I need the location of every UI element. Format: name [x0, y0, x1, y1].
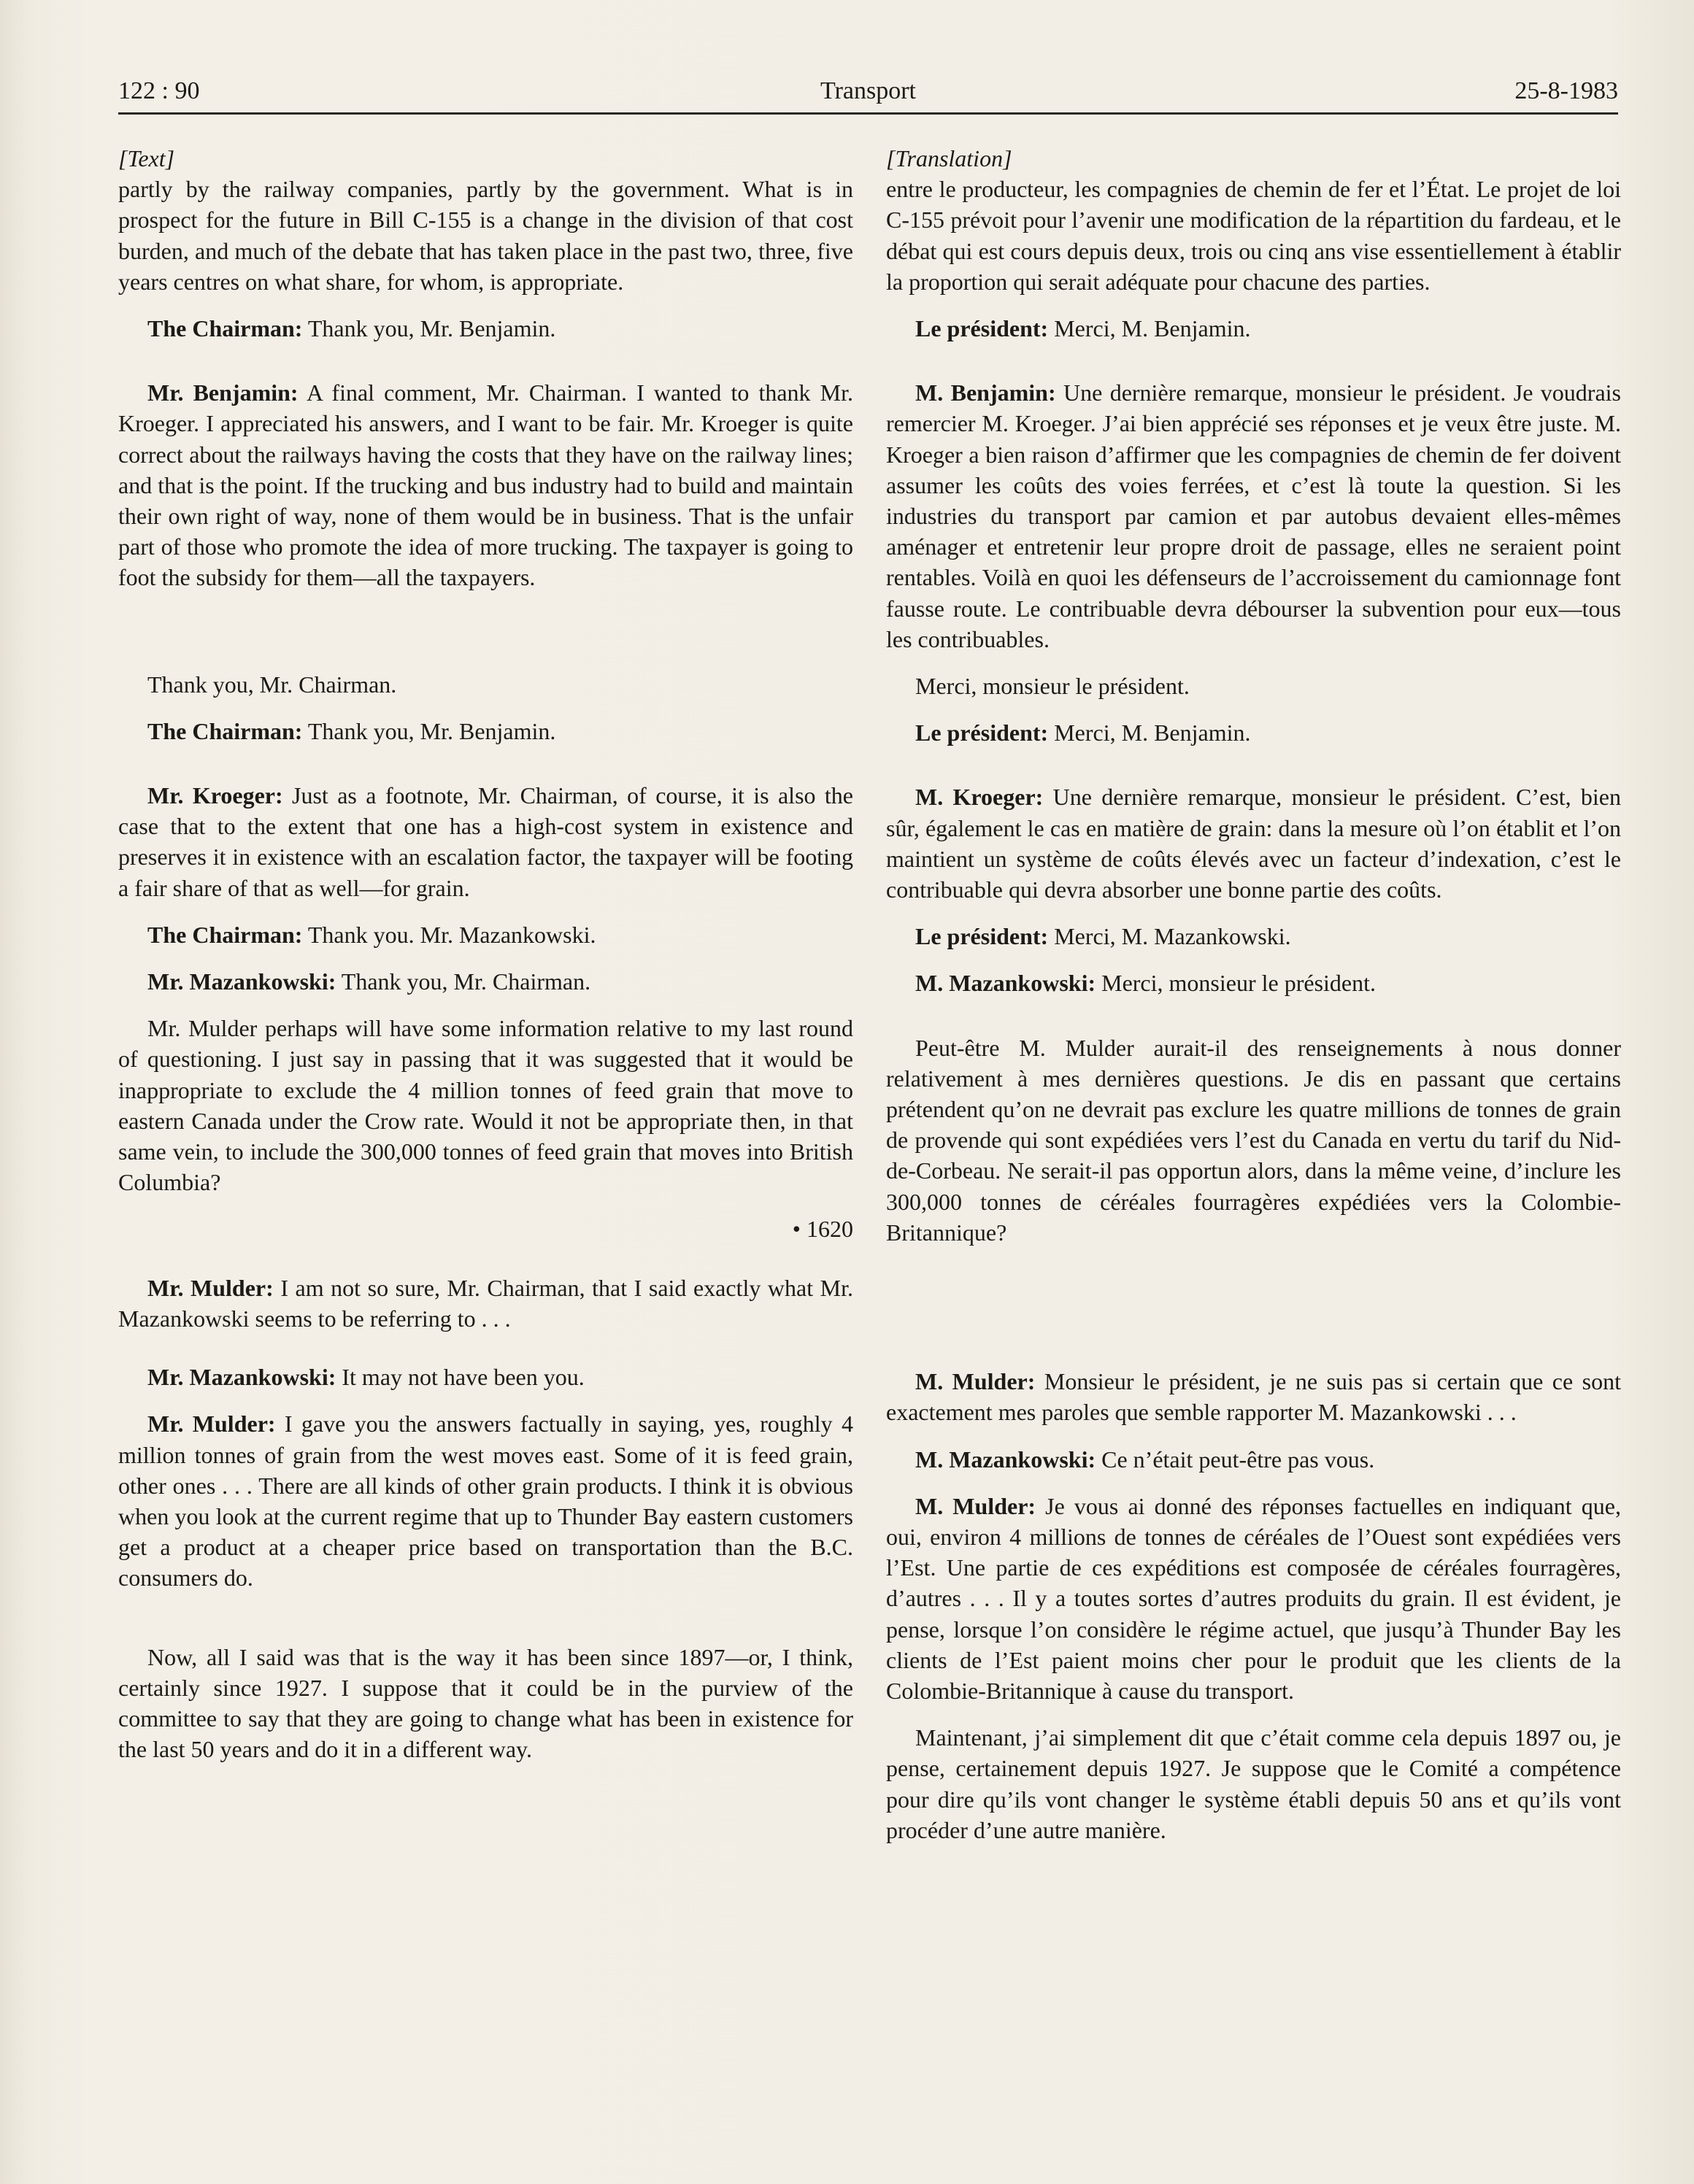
speaker-name: Le président:	[915, 923, 1049, 950]
statement-text: Thank you, Mr. Chairman.	[336, 968, 591, 995]
paragraph: Mr. Mulder perhaps will have some information relative to my last round of questioning. I just say in passing that it was suggested that it would be inappropriate to exclude the 4 million tonnes of feed grain that move to eastern Canada under the Crow rate. Would it not be appropriate then, in that same vein, to include the 300,000 tonnes of feed grain that moves into British Columbia?	[118, 1015, 853, 1196]
statement	[886, 1366, 1621, 1427]
statement	[118, 966, 853, 997]
speaker-name: Mr. Mulder:	[147, 1411, 276, 1438]
speaker-name: Mr. Mulder:	[147, 1274, 274, 1301]
statement	[886, 717, 1621, 748]
speaker-name: M. Mazankowski:	[915, 1446, 1096, 1473]
statement-text: Merci, M. Benjamin.	[1048, 315, 1251, 342]
statement	[118, 919, 853, 950]
paragraph: Peut-être M. Mulder aurait-il des renseignements à nous donner relativement à mes dernières questions. Je dis en passant que certains prétendent qu’on ne devrait pas exclure les quatre millions de tonnes de grain de provende qui sont expédiées vers l’est du Canada en vertu du tarif du Nid-de-Corbeau. Ne serait-il pas opportun alors, dans la même veine, d’inclure les 300,000 tonnes de céréales fourragères expédiées vers la Colombie-Britannique?	[886, 1034, 1621, 1246]
french-language-label: [Translation]	[886, 145, 1012, 171]
statement-text: Merci, M. Mazankowski.	[1048, 923, 1291, 950]
french-column	[886, 143, 1621, 1845]
speaker-name: The Chairman:	[147, 717, 303, 744]
paragraph: Now, all I said was that is the way it has been since 1897—or, I think, certainly since 1927. I suppose that it could be in the purview of the committee to say that they are going to change what has been in existence for the last 50 years and do it in a different way.	[118, 1643, 853, 1763]
statement-text: Thank you. Mr. Mazankowski.	[302, 921, 596, 948]
statement	[886, 968, 1621, 998]
statement-text: Thank you, Mr. Benjamin.	[302, 315, 556, 342]
speaker-name: M. Benjamin:	[915, 379, 1056, 406]
statement	[886, 782, 1621, 905]
statement-text: Une dernière remarque, monsieur le président. Je voudrais remercier M. Kroeger. J’ai bien apprécié ses réponses et je veux être juste. M. Kroeger a bien raison d’affirmer que les compagnies de chemin de fer doivent assumer les coûts des voies ferrées, et c’est là toute la question. Si les industries du transport par camion et par autobus devaient elles-mêmes aménager et entretenir leur propre droit de passage, elles ne seraient point rentables. Voilà en quoi les défenseurs de l’accroissement du camionnage font fausse route. Le contribuable devra débourser la subvention pour eux—tous les contribuables.	[886, 379, 1621, 652]
statement	[118, 377, 853, 593]
speaker-name: M. Mulder:	[915, 1492, 1036, 1519]
speaker-name: M. Mulder:	[915, 1368, 1036, 1395]
speaker-name: Mr. Mazankowski:	[147, 1364, 336, 1391]
statement	[886, 1491, 1621, 1706]
statement-text: It may not have been you.	[336, 1364, 585, 1391]
speaker-name: Mr. Benjamin:	[147, 379, 299, 406]
statement-text: Thank you, Mr. Benjamin.	[302, 717, 556, 744]
time-marker: • 1620	[792, 1216, 853, 1243]
statement-text: I am not so sure, Mr. Chairman, that I said exactly what Mr. Mazankowski seems to be referring to . . .	[118, 1274, 854, 1332]
statement-text: Monsieur le président, je ne suis pas si certain que ce sont exactement mes paroles que semble rapporter M. Mazankowski . . .	[886, 1368, 1622, 1426]
speaker-name: Mr. Mazankowski:	[147, 968, 336, 995]
sitting-date: 25-8-1983	[1514, 77, 1618, 104]
statement-text: Merci, monsieur le président.	[1096, 970, 1376, 997]
statement-text: Une dernière remarque, monsieur le président. C’est, bien sûr, également le cas en matière de grain: dans la mesure où l’on établit et l’on maintient un système de coûts élevés avec un facteur d’indexation, c’est le contribuable qui devra absorber une bonne partie des coûts.	[886, 784, 1621, 903]
statement-text: Merci, M. Benjamin.	[1048, 719, 1251, 746]
paragraph: partly by the railway companies, partly by the government. What is in prospect for the future in Bill C-155 is a change in the division of that cost burden, and much of the debate that has taken place in the past two, three, five years centres on what share, for whom, is appropriate.	[118, 176, 853, 295]
statement	[886, 313, 1621, 344]
paragraph: Thank you, Mr. Chairman.	[147, 671, 397, 698]
statement	[886, 377, 1621, 655]
speaker-name: The Chairman:	[147, 315, 303, 342]
statement	[886, 1444, 1621, 1475]
statement	[118, 780, 853, 903]
running-title: Transport	[820, 77, 916, 104]
statement-text: Je vous ai donné des réponses factuelles en indiquant que, oui, environ 4 millions de tonnes de céréales de l’Ouest sont expédiées vers l’Est. Une partie de ces expéditions est composée de céréales fourragères, d’autres . . . Il y a toutes sortes d’autres produits du grain. Il est évident, je pense, lorsque l’on considère le régime actuel, que jusqu’à Thunder Bay les clients de l’Est paient moins cher pour le produit que les clients de la Colombie-Britannique à cause du transport.	[886, 1492, 1622, 1704]
english-column	[118, 143, 853, 1764]
speaker-name: Mr. Kroeger:	[147, 782, 283, 809]
speaker-name: M. Kroeger:	[915, 784, 1044, 811]
english-language-label: [Text]	[118, 145, 175, 171]
speaker-name: M. Mazankowski:	[915, 970, 1096, 997]
statement	[118, 1362, 853, 1392]
statement	[118, 1273, 853, 1334]
statement-text: I gave you the answers factually in saying, yes, roughly 4 million tonnes of grain from the west moves east. Some of it is feed grain, other ones . . . There are all kinds of other grain products. I think it is obvious when you look at the current regime that up to Thunder Bay eastern customers get a product at a cheaper price based on transportation than the B.C. consumers do.	[118, 1411, 854, 1591]
statement	[118, 1408, 853, 1593]
statement	[118, 313, 853, 344]
statement-text: A final comment, Mr. Chairman. I wanted to thank Mr. Kroeger. I appreciated his answers, and I want to be fair. Mr. Kroeger is quite correct about the railways having the costs that they have on the railway lines; and that is the point. If the trucking and bus industry had to build and maintain their own right of way, none of them would be in business. That is the unfair part of those who promote the idea of more trucking. The taxpayer is going to foot the subsidy for them—all the taxpayers.	[118, 379, 854, 591]
paragraph: Merci, monsieur le président.	[915, 673, 1190, 700]
statement-text: Just as a footnote, Mr. Chairman, of course, it is also the case that to the extent that one has a high-cost system in existence and preserves it in existence with an escalation factor, the taxpayer will be footing a fair share of that as well—for grain.	[118, 782, 854, 901]
page-header	[118, 73, 1618, 115]
paragraph: Maintenant, j’ai simplement dit que c’était comme cela depuis 1897 ou, je pense, certainement depuis 1927. Je suppose que le Comité a compétence pour dire qu’ils vont changer le système établi depuis 50 ans et qu’ils vont procéder d’une autre manière.	[886, 1724, 1621, 1843]
speaker-name: Le président:	[915, 719, 1049, 746]
paragraph: entre le producteur, les compagnies de chemin de fer et l’État. Le projet de loi C-155 prévoit pour l’avenir une modification de la répartition du fardeau, et le débat qui est cours depuis deux, trois ou cinq ans vise essentiellement à établir la proportion qui serait adéquate pour chacune des parties.	[886, 176, 1621, 295]
speaker-name: The Chairman:	[147, 921, 303, 948]
statement-text: Ce n’était peut-être pas vous.	[1096, 1446, 1375, 1473]
speaker-name: Le président:	[915, 315, 1049, 342]
statement	[886, 921, 1621, 952]
statement	[118, 716, 853, 746]
page-number: 122 : 90	[118, 77, 200, 104]
